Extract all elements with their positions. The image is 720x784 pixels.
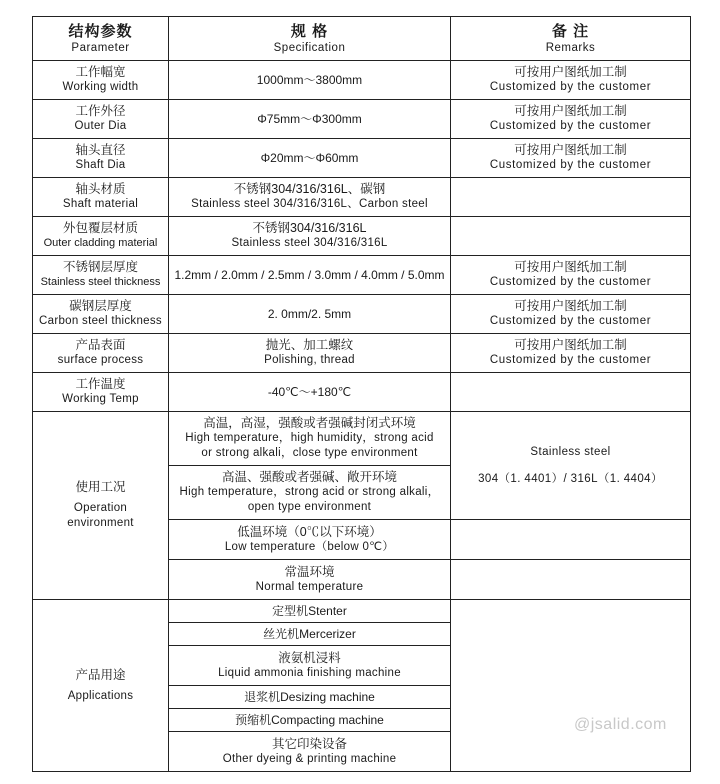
table-row [33, 295, 691, 334]
param-cn: 工作温度 [75, 377, 126, 391]
table-row [33, 256, 691, 295]
spec-cell [169, 178, 451, 217]
operation-param-en-2: environment [67, 517, 134, 529]
application-cn: 液氨机浸料 [278, 650, 341, 665]
spec-cn: 不锈钢304/316/316L、碳钢 [233, 182, 386, 196]
application-item [169, 709, 451, 732]
operation-spec-cn: 常温环境 [284, 564, 335, 579]
remark-en: Customized by the customer [489, 159, 652, 171]
header-remarks-en: Remarks [545, 41, 596, 54]
operation-spec-en: or strong alkali，close type environment [201, 447, 418, 459]
table-row [33, 373, 691, 412]
remark-en: Customized by the customer [489, 81, 652, 93]
application-cn: 其它印染设备 [271, 736, 347, 751]
param-cn: 不锈钢层厚度 [62, 260, 138, 274]
remark-cn: 可按用户图纸加工制 [514, 299, 627, 313]
operation-spec-en: open type environment [247, 501, 372, 513]
operation-spec-en: High temperature，strong acid or strong alkali， [179, 486, 440, 498]
table-row [33, 217, 691, 256]
param-en: Carbon steel thickness [39, 315, 162, 327]
remark-cn: 可按用户图纸加工制 [514, 338, 627, 352]
param-cn: 碳钢层厚度 [69, 299, 132, 313]
application-text: 定型机Stenter [272, 603, 347, 618]
application-en: Liquid ammonia finishing machine [218, 666, 401, 679]
param-en: Working Temp [62, 393, 139, 405]
operation-remark-empty [451, 560, 691, 600]
application-text: 丝光机Mercerizer [263, 626, 356, 641]
application-item [169, 646, 451, 686]
param-cell [33, 217, 169, 256]
application-item [169, 623, 451, 646]
spec-cell [169, 61, 451, 100]
operation-remark-1: Stainless steel [530, 445, 611, 458]
applications-remark-cell [451, 600, 691, 772]
operation-remark-empty [451, 520, 691, 560]
remark-cn: 可按用户图纸加工制 [514, 65, 627, 79]
table-row [33, 139, 691, 178]
application-en: Other dyeing & printing machine [222, 752, 397, 765]
remark-en: Customized by the customer [489, 354, 652, 366]
spec-cell [169, 334, 451, 373]
remark-cell [451, 373, 691, 412]
param-cn: 轴头材质 [75, 182, 126, 196]
remark-cell [451, 139, 691, 178]
operation-spec-cell [169, 466, 451, 520]
header-remarks [451, 17, 691, 61]
table-row [33, 600, 691, 623]
param-cell [33, 139, 169, 178]
spec-en: Stainless steel 304/316/316L、Carbon steel [191, 198, 428, 210]
table-row [33, 412, 691, 466]
operation-remark-cell [451, 412, 691, 520]
param-cn: 产品表面 [75, 338, 126, 352]
spec-table [32, 16, 691, 772]
table-row [33, 61, 691, 100]
application-text: 预缩机Compacting machine [235, 712, 384, 727]
operation-param-cell [33, 412, 169, 600]
spec-value: 1000mm～3800mm [256, 72, 363, 87]
table-row [33, 100, 691, 139]
param-cn: 工作幅宽 [75, 65, 126, 79]
operation-spec-cn: 高温，高湿，强酸或者强碱封闭式环境 [203, 416, 416, 430]
application-item [169, 732, 451, 772]
param-en: Shaft material [62, 198, 139, 210]
param-cell [33, 334, 169, 373]
spec-cn: 不锈钢304/316/316L [252, 221, 367, 235]
header-parameter [33, 17, 169, 61]
remark-cell [451, 100, 691, 139]
operation-spec-en: High temperature，high humidity，strong acid [185, 432, 434, 444]
param-en: Working width [62, 81, 139, 93]
operation-spec-cn: 高温、强酸或者强碱、敞开环境 [221, 470, 397, 484]
operation-spec-cn: 低温环境（0℃以下环境） [237, 524, 382, 539]
param-cn: 轴头直径 [75, 143, 126, 157]
spec-value: Φ75mm～Φ300mm [257, 111, 362, 126]
operation-remark-2: 304（1. 4401）/ 316L（1. 4404） [478, 472, 663, 485]
remark-cell [451, 178, 691, 217]
operation-spec-cell [169, 560, 451, 600]
operation-param-en-1: Operation [73, 502, 128, 514]
param-cn: 外包覆层材质 [62, 221, 138, 235]
remark-cell [451, 334, 691, 373]
spec-cell [169, 295, 451, 334]
param-cell [33, 100, 169, 139]
spec-value: -40℃～+180℃ [267, 384, 352, 399]
remark-en: Customized by the customer [489, 276, 652, 288]
param-en: Outer Dia [74, 120, 127, 132]
param-cell [33, 295, 169, 334]
operation-param-cn: 使用工况 [75, 480, 126, 494]
spec-en: Stainless steel 304/316/316L [231, 237, 388, 249]
remark-en: Customized by the customer [489, 120, 652, 132]
remark-cell [451, 217, 691, 256]
header-parameter-cn: 结构参数 [68, 22, 133, 40]
spec-value: Φ20mm～Φ60mm [260, 150, 359, 165]
applications-param-en: Applications [67, 689, 134, 702]
remark-en: Customized by the customer [489, 315, 652, 327]
spec-value: 2. 0mm/2. 5mm [267, 306, 352, 321]
application-item [169, 686, 451, 709]
applications-param-cn: 产品用途 [75, 667, 126, 682]
param-en: Shaft Dia [75, 159, 126, 171]
param-cell [33, 61, 169, 100]
application-item [169, 600, 451, 623]
header-spec-en: Specification [273, 41, 346, 54]
header-remarks-cn: 备 注 [551, 22, 590, 40]
watermark: @jsalid.com [574, 716, 667, 733]
operation-spec-en: Low temperature（below 0℃） [224, 540, 395, 553]
spec-cell [169, 100, 451, 139]
operation-spec-cell [169, 412, 451, 466]
spec-value: 1.2mm / 2.0mm / 2.5mm / 3.0mm / 4.0mm / 5.0mm [174, 267, 445, 282]
param-en: Stainless steel thickness [40, 276, 161, 288]
header-spec [169, 17, 451, 61]
operation-spec-en: Normal temperature [255, 580, 364, 593]
remark-cn: 可按用户图纸加工制 [514, 143, 627, 157]
remark-cell [451, 256, 691, 295]
param-cell [33, 256, 169, 295]
spec-cell [169, 139, 451, 178]
spec-cell [169, 373, 451, 412]
remark-cn: 可按用户图纸加工制 [514, 260, 627, 274]
param-cell [33, 178, 169, 217]
application-text: 退浆机Desizing machine [244, 689, 375, 704]
param-en: surface process [57, 354, 144, 366]
header-row [33, 17, 691, 61]
header-parameter-en: Parameter [71, 41, 130, 54]
spec-cell [169, 217, 451, 256]
table-row [33, 178, 691, 217]
applications-param-cell [33, 600, 169, 772]
param-cn: 工作外径 [75, 104, 126, 118]
operation-spec-cell [169, 520, 451, 560]
spec-cn: 抛光、加工螺纹 [265, 338, 354, 352]
remark-cell [451, 61, 691, 100]
table-row [33, 334, 691, 373]
remark-cell [451, 295, 691, 334]
param-cell [33, 373, 169, 412]
spec-en: Polishing, thread [264, 354, 355, 366]
spec-cell [169, 256, 451, 295]
param-en: Outer cladding material [43, 237, 158, 249]
remark-cn: 可按用户图纸加工制 [514, 104, 627, 118]
header-spec-cn: 规 格 [290, 22, 329, 40]
